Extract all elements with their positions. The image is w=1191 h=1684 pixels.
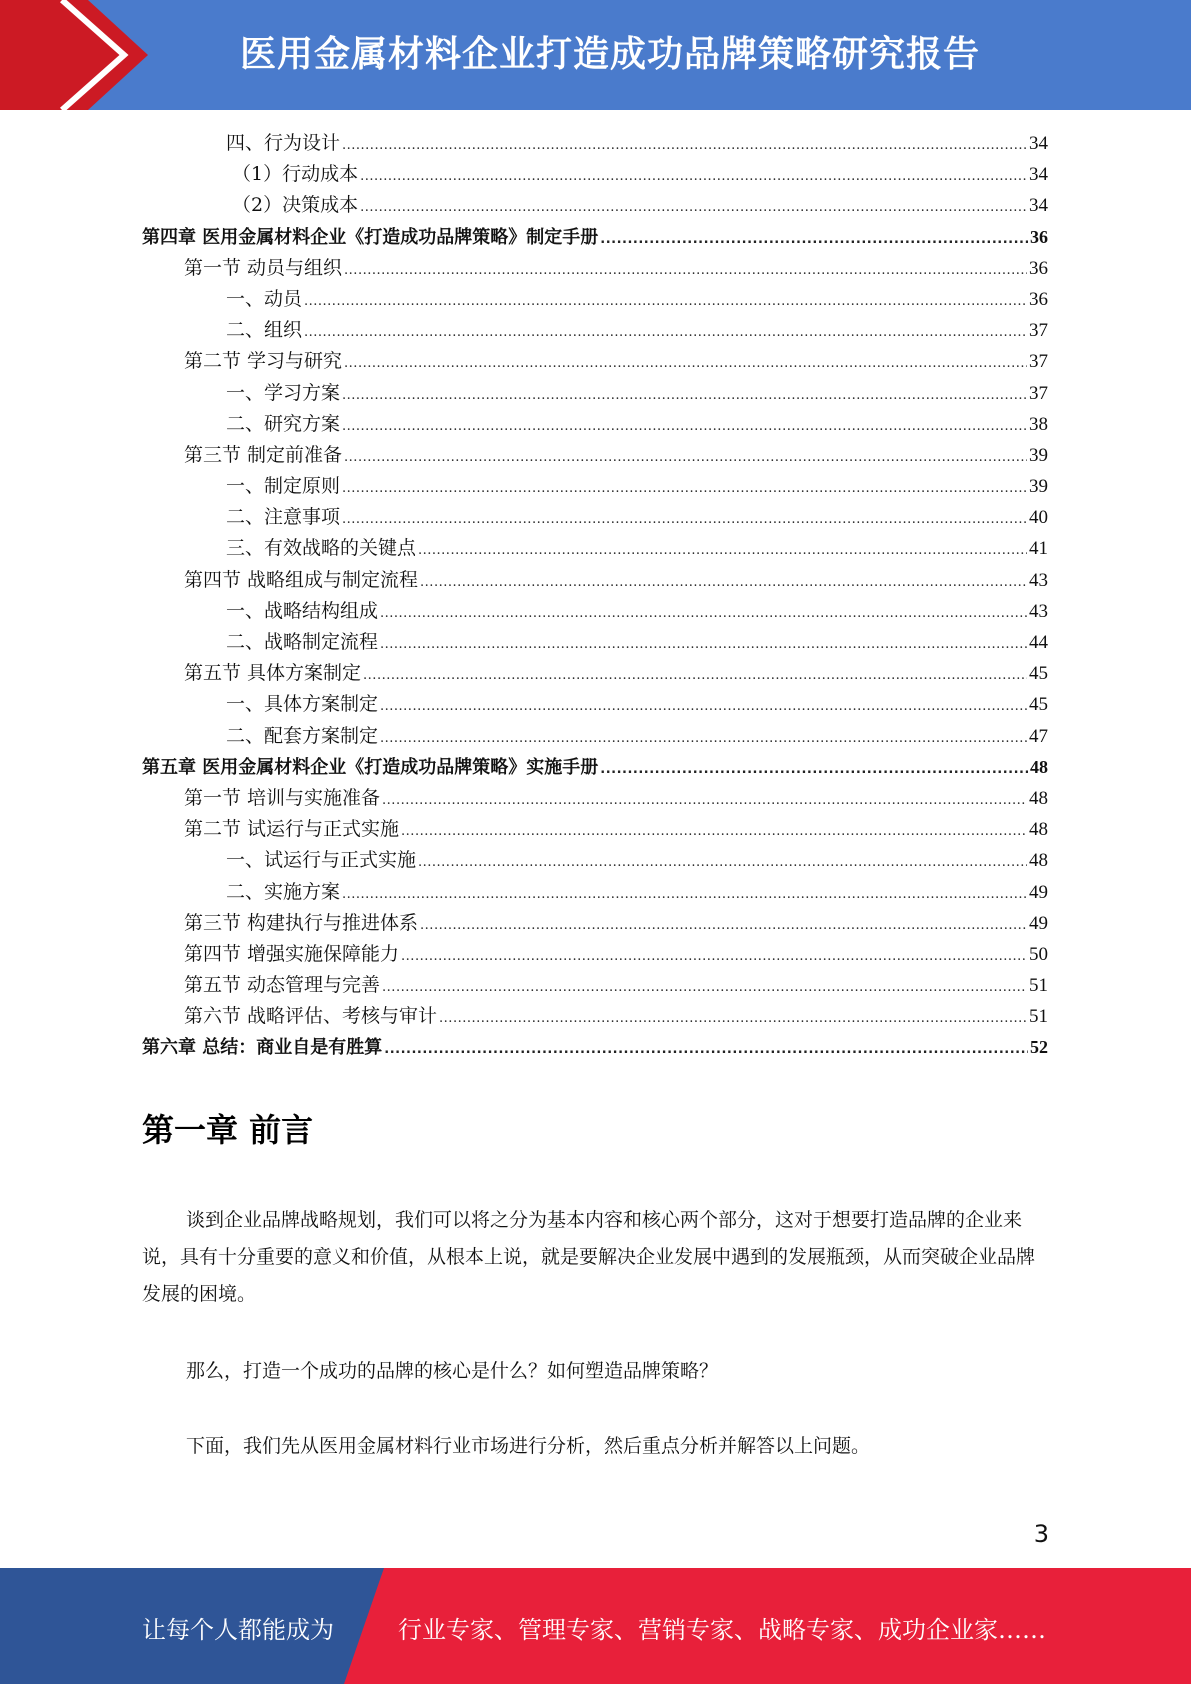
toc-entry-title: 二、注意事项 — [226, 506, 341, 529]
toc-entry[interactable] — [142, 346, 1048, 377]
toc-entry-page: 39 — [1029, 476, 1048, 498]
toc-entry[interactable] — [142, 315, 1048, 346]
toc-entry-page: 44 — [1029, 632, 1048, 653]
toc-entry-page: 51 — [1029, 975, 1048, 997]
toc-entry-title: 第四节 增强实施保障能力 — [184, 942, 400, 965]
toc-entry-title: 二、战略制定流程 — [226, 631, 379, 653]
toc-entry-page: 48 — [1029, 819, 1048, 841]
toc-entry-title: 第四节 战略组成与制定流程 — [184, 568, 419, 591]
toc-entry-page: 50 — [1029, 943, 1048, 965]
toc-entry[interactable] — [142, 627, 1048, 658]
toc-entry[interactable] — [142, 596, 1048, 627]
toc-entry-title: 一、动员 — [226, 287, 303, 310]
toc-entry-page: 52 — [1030, 1037, 1048, 1058]
toc-entry[interactable] — [142, 378, 1048, 409]
footer-slogan-right: 行业专家、管理专家、营销专家、战略专家、成功企业家…… — [398, 1616, 1046, 1644]
page-number: 3 — [1033, 1520, 1049, 1548]
toc-entry-page: 49 — [1029, 881, 1048, 903]
toc-leader-dots — [342, 504, 1027, 535]
toc-entry-title: 第五章 医用金属材料企业《打造成功品牌策略》实施手册 — [142, 756, 599, 778]
toc-entry-title: 第一节 动员与组织 — [184, 256, 343, 279]
toc-leader-dots — [363, 660, 1027, 691]
toc-entry-page: 49 — [1029, 912, 1048, 934]
intro-paragraph-2: 那么，打造一个成功的品牌的核心是什么？如何塑造品牌策略？ — [186, 1360, 719, 1382]
toc-entry[interactable] — [142, 1032, 1048, 1063]
toc-entry-title: （2）决策成本 — [232, 194, 359, 217]
toc-leader-dots — [420, 567, 1027, 598]
toc-entry-title: 二、配套方案制定 — [226, 724, 379, 747]
table-of-contents — [142, 128, 1048, 1064]
toc-leader-dots — [380, 629, 1027, 660]
toc-entry-title: 第六章 总结：商业自是有胜算 — [142, 1037, 383, 1059]
toc-entry-title: 第六节 战略评估、考核与审计 — [184, 1005, 438, 1028]
toc-entry[interactable] — [142, 689, 1048, 720]
toc-leader-dots — [382, 972, 1027, 1003]
toc-entry[interactable] — [142, 658, 1048, 689]
toc-entry-title: 第四章 医用金属材料企业《打造成功品牌策略》制定手册 — [142, 226, 599, 248]
toc-entry[interactable] — [142, 845, 1048, 876]
toc-entry-page: 38 — [1029, 413, 1048, 435]
toc-leader-dots — [384, 1034, 1028, 1065]
toc-leader-dots — [600, 754, 1028, 785]
toc-entry-title: 第三节 制定前准备 — [184, 443, 343, 466]
toc-entry-title: 一、具体方案制定 — [226, 693, 379, 716]
toc-leader-dots — [600, 224, 1028, 255]
toc-entry[interactable] — [142, 533, 1048, 564]
toc-entry-title: 一、学习方案 — [226, 381, 341, 404]
toc-entry-title: 第五节 动态管理与完善 — [184, 974, 381, 997]
toc-entry-page: 47 — [1029, 725, 1048, 747]
toc-entry-page: 37 — [1029, 320, 1048, 342]
toc-entry[interactable] — [142, 939, 1048, 970]
toc-entry-title: 第三节 构建执行与推进体系 — [184, 911, 419, 934]
toc-entry-page: 43 — [1029, 569, 1048, 591]
toc-leader-dots — [439, 1003, 1027, 1034]
toc-entry[interactable] — [142, 409, 1048, 440]
toc-leader-dots — [418, 847, 1027, 878]
toc-entry[interactable] — [142, 752, 1048, 783]
toc-entry[interactable] — [142, 284, 1048, 315]
toc-leader-dots — [342, 473, 1027, 504]
toc-leader-dots — [380, 598, 1027, 629]
toc-entry-page: 34 — [1029, 195, 1048, 217]
toc-entry[interactable] — [142, 908, 1048, 939]
toc-leader-dots — [401, 816, 1027, 847]
toc-leader-dots — [380, 723, 1027, 754]
toc-entry-title: （1）行动成本 — [232, 163, 359, 186]
toc-leader-dots — [418, 535, 1027, 566]
toc-entry[interactable] — [142, 877, 1048, 908]
toc-entry-page: 51 — [1029, 1006, 1048, 1028]
red-chevron-icon — [0, 0, 160, 110]
toc-entry-title: 第二节 试运行与正式实施 — [184, 818, 400, 841]
toc-entry-page: 34 — [1029, 133, 1048, 154]
toc-entry-page: 45 — [1029, 663, 1048, 685]
toc-leader-dots — [342, 411, 1027, 442]
toc-entry-page: 36 — [1029, 257, 1048, 279]
toc-entry-title: 一、试运行与正式实施 — [226, 849, 417, 872]
toc-entry-title: 一、制定原则 — [226, 475, 341, 498]
toc-entry[interactable] — [142, 190, 1048, 221]
toc-entry[interactable] — [142, 565, 1048, 596]
toc-leader-dots — [344, 442, 1027, 473]
toc-entry-title: 二、研究方案 — [226, 412, 341, 435]
toc-entry-page: 36 — [1029, 288, 1048, 310]
toc-entry-title: 四、行为设计 — [226, 132, 341, 154]
toc-entry-page: 43 — [1029, 600, 1048, 622]
toc-entry[interactable] — [142, 128, 1048, 159]
toc-entry-page: 48 — [1030, 756, 1048, 777]
toc-entry-title: 二、组织 — [226, 319, 303, 342]
page-header — [0, 0, 1191, 110]
toc-entry[interactable] — [142, 721, 1048, 752]
toc-entry[interactable] — [142, 159, 1048, 190]
toc-entry[interactable] — [142, 471, 1048, 502]
toc-leader-dots — [382, 785, 1027, 816]
toc-entry[interactable] — [142, 222, 1048, 253]
toc-entry[interactable] — [142, 1001, 1048, 1032]
toc-leader-dots — [344, 348, 1027, 379]
toc-entry-page: 41 — [1029, 538, 1048, 560]
toc-entry-page: 48 — [1029, 787, 1048, 809]
toc-leader-dots — [401, 941, 1027, 972]
toc-entry[interactable] — [142, 502, 1048, 533]
page-footer — [0, 1568, 1191, 1684]
toc-leader-dots — [304, 286, 1027, 317]
report-title: 医用金属材料企业打造成功品牌策略研究报告 — [240, 34, 981, 75]
intro-paragraph-3: 下面，我们先从医用金属材料行业市场进行分析，然后重点分析并解答以上问题。 — [186, 1435, 871, 1457]
toc-entry-page: 48 — [1029, 850, 1048, 872]
toc-entry-page: 36 — [1030, 226, 1048, 247]
toc-leader-dots — [380, 691, 1027, 722]
toc-leader-dots — [360, 192, 1027, 223]
toc-leader-dots — [420, 910, 1027, 941]
toc-entry-title: 三、有效战略的关键点 — [226, 537, 417, 560]
toc-entry-page: 37 — [1029, 351, 1048, 373]
toc-leader-dots — [360, 161, 1027, 192]
toc-entry-page: 37 — [1029, 382, 1048, 404]
toc-entry-page: 39 — [1029, 444, 1048, 466]
intro-paragraph-1: 谈到企业品牌战略规划，我们可以将之分为基本内容和核心两个部分，这对于想要打造品牌的企业来说，具有十分重要的意义和价值，从根本上说，就是要解决企业发展中遇到的发展瓶颈，从而突破企业品牌发展的困境。 — [142, 1209, 1036, 1305]
toc-leader-dots — [342, 879, 1027, 910]
toc-entry[interactable] — [142, 440, 1048, 471]
footer-slogan-left: 让每个人都能成为 — [142, 1616, 334, 1644]
toc-entry[interactable] — [142, 783, 1048, 814]
toc-entry[interactable] — [142, 970, 1048, 1001]
toc-entry[interactable] — [142, 253, 1048, 284]
toc-entry[interactable] — [142, 814, 1048, 845]
toc-leader-dots — [344, 255, 1027, 286]
toc-entry-title: 一、战略结构组成 — [226, 599, 379, 622]
chapter-title: 第一章 前言 — [142, 1111, 314, 1149]
toc-entry-page: 45 — [1029, 694, 1048, 716]
toc-entry-title: 第二节 学习与研究 — [184, 350, 343, 373]
toc-leader-dots — [304, 317, 1027, 348]
toc-entry-title: 第一节 培训与实施准备 — [184, 786, 381, 809]
toc-entry-title: 二、实施方案 — [226, 880, 341, 903]
toc-entry-page: 34 — [1029, 164, 1048, 186]
toc-entry-page: 40 — [1029, 507, 1048, 529]
toc-entry-title: 第五节 具体方案制定 — [184, 662, 362, 685]
toc-leader-dots — [342, 380, 1027, 411]
toc-leader-dots — [342, 130, 1027, 161]
